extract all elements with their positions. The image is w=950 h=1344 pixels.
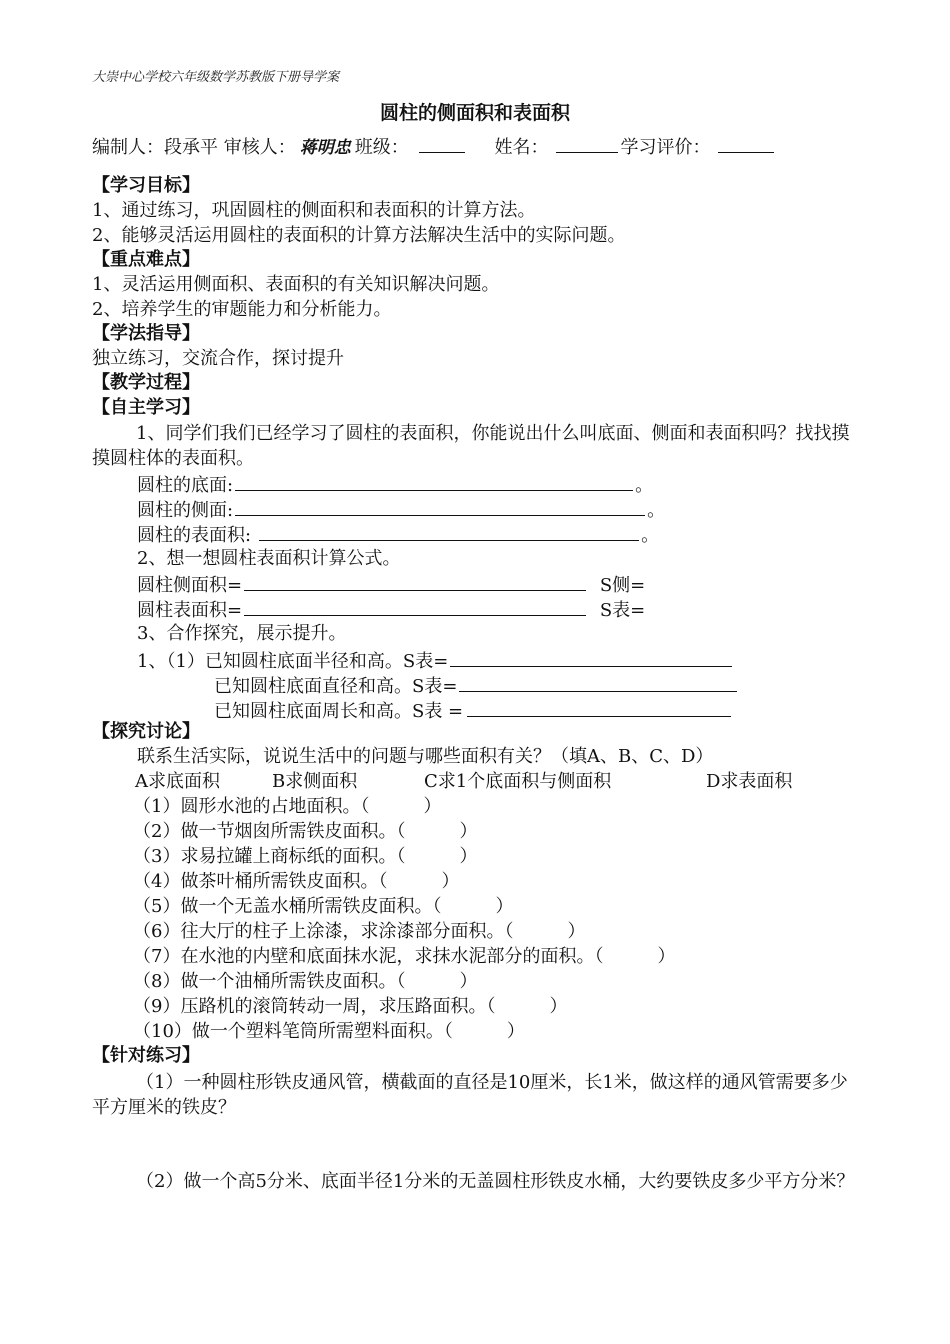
self-q3: 3、合作探究，展示提升。 [137, 623, 347, 644]
calc-line-3 [214, 698, 733, 724]
surface-blank[interactable] [259, 522, 639, 541]
surface-line [137, 522, 659, 548]
name-blank[interactable] [556, 134, 618, 153]
goal-item: 1、通过练习，巩固圆柱的侧面积和表面积的计算方法。 [92, 200, 536, 221]
period: 。 [641, 525, 660, 546]
side-area-blank[interactable] [244, 572, 586, 591]
s-side-label: S侧= [599, 575, 646, 596]
explore-item: （7）在水池的内壁和底面抹水泥，求抹水泥部分的面积。（ ） [133, 946, 676, 967]
section-self-study: 【自主学习】 [92, 397, 200, 418]
option-a: A求底面积 [135, 771, 220, 792]
section-keypoints: 【重点难点】 [92, 249, 200, 270]
calc-label-1: 1、（1）已知圆柱底面半径和高。S表= [137, 651, 449, 672]
explore-item: （1）圆形水池的占地面积。（ ） [133, 796, 442, 817]
section-goals: 【学习目标】 [92, 175, 200, 196]
calc-label-2: 已知圆柱底面直径和高。S表= [214, 676, 458, 697]
explore-item: （10）做一个塑料笔筒所需塑料面积。（ ） [133, 1021, 525, 1042]
period: 。 [647, 500, 666, 521]
reviewer-label: 审核人： [223, 137, 296, 158]
side-area-line [137, 572, 645, 598]
explore-item: （9）压路机的滚筒转动一周，求压路面积。（ ） [133, 996, 568, 1017]
calc-blank-3[interactable] [467, 698, 731, 717]
calc-line-1 [137, 648, 734, 674]
info-line [92, 134, 776, 160]
eval-blank[interactable] [718, 134, 774, 153]
explore-item: （2）做一节烟囱所需铁皮面积。（ ） [133, 821, 478, 842]
option-c: C求1个底面积与侧面积 [424, 771, 612, 792]
section-explore: 【探究讨论】 [92, 721, 200, 742]
explore-item: （5）做一个无盖水桶所需铁皮面积。（ ） [133, 896, 514, 917]
side-blank[interactable] [235, 497, 645, 516]
page-title: 圆柱的侧面积和表面积 [379, 102, 570, 124]
section-process: 【教学过程】 [92, 372, 200, 393]
eval-label: 学习评价： [620, 137, 711, 158]
section-practice: 【针对练习】 [92, 1045, 200, 1066]
option-b: B求侧面积 [272, 771, 358, 792]
practice-q1: （1）一种圆柱形铁皮通风管，横截面的直径是10厘米，长1米，做这样的通风管需要多少平方厘米的铁皮？ [92, 1072, 848, 1118]
option-d: D求表面积 [706, 771, 793, 792]
surface-label: 圆柱的表面积: [137, 525, 252, 546]
explore-item: （8）做一个油桶所需铁皮面积。（ ） [133, 971, 478, 992]
name-label: 姓名： [494, 137, 549, 158]
s-surface-label: S表= [599, 600, 646, 621]
document-header: 大崇中心学校六年级数学苏教版下册导学案 [92, 70, 340, 85]
surface-area-label: 圆柱表面积= [137, 600, 243, 621]
base-blank[interactable] [235, 472, 633, 491]
calc-label-3: 已知圆柱底面周长和高。S表 = [214, 701, 464, 722]
side-line [137, 497, 665, 523]
method-text: 独立练习，交流合作，探讨提升 [92, 348, 344, 369]
base-line [137, 472, 653, 498]
surface-area-line [137, 597, 645, 623]
surface-area-blank[interactable] [244, 597, 586, 616]
self-q2: 2、想一想圆柱表面积计算公式。 [137, 548, 401, 569]
side-label: 圆柱的侧面: [137, 500, 234, 521]
explore-intro: 联系生活实际，说说生活中的问题与哪些面积有关？（填A、B、C、D） [137, 746, 714, 767]
keypoint-item: 1、灵活运用侧面积、表面积的有关知识解决问题。 [92, 274, 500, 295]
base-label: 圆柱的底面: [137, 475, 234, 496]
side-area-label: 圆柱侧面积= [137, 575, 243, 596]
class-label: 班级： [354, 137, 409, 158]
editor-label: 编制人：段承平 [92, 137, 218, 158]
practice-q2: （2）做一个高5分米、底面半径1分米的无盖圆柱形铁皮水桶，大约要铁皮多少平方分米？ [136, 1171, 855, 1192]
calc-blank-2[interactable] [459, 673, 737, 692]
self-q1: 1、同学们我们已经学习了圆柱的表面积，你能说出什么叫底面、侧面和表面积吗？找找摸摸圆柱体的表面积。 [92, 423, 850, 469]
reviewer-signature: 蒋明忠 [299, 138, 351, 158]
calc-blank-1[interactable] [450, 648, 732, 667]
calc-line-2 [214, 673, 739, 699]
goal-item: 2、能够灵活运用圆柱的表面积的计算方法解决生活中的实际问题。 [92, 225, 626, 246]
keypoint-item: 2、培养学生的审题能力和分析能力。 [92, 299, 392, 320]
explore-item: （4）做茶叶桶所需铁皮面积。（ ） [133, 871, 460, 892]
class-blank[interactable] [419, 134, 465, 153]
period: 。 [635, 475, 654, 496]
section-method: 【学法指导】 [92, 323, 200, 344]
explore-item: （3）求易拉罐上商标纸的面积。（ ） [133, 846, 478, 867]
explore-item: （6）往大厅的柱子上涂漆，求涂漆部分面积。（ ） [133, 921, 586, 942]
